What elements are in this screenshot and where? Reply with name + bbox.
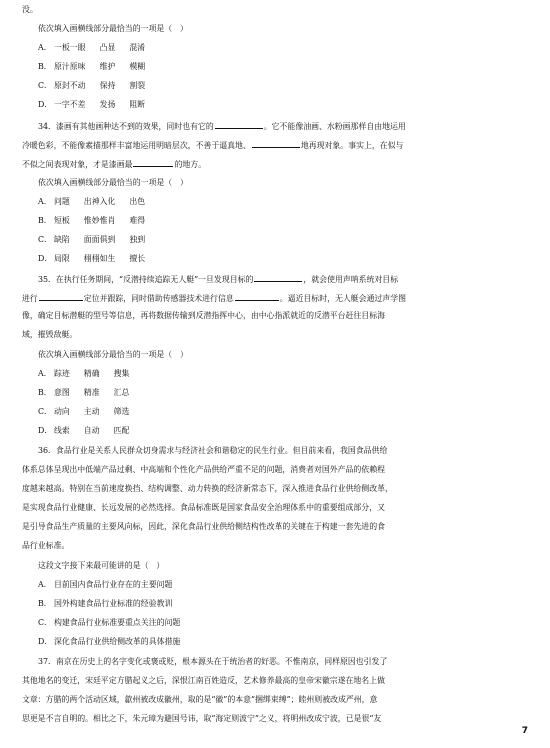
answer-blank: [254, 270, 302, 282]
q35-option-c[interactable]: C． 动向 主动 筛选: [38, 407, 130, 416]
q34-option-b[interactable]: B． 短板 惟妙惟肖 难得: [38, 216, 146, 225]
q35-stem-line-1: 35．在执行任务期间，“反潜持续追踪无人艇”一旦发现目标的 ，就会使用声呐系统对目标: [0, 270, 550, 288]
answer-blank: [252, 136, 300, 148]
option-word: 维护: [99, 62, 116, 71]
option-word: 混淆: [129, 43, 146, 52]
q35-stem-line-2: 进行 定位并跟踪，同时借助传感器技术进行信息 。逼近目标时，无人艇会通过声学图: [0, 289, 550, 307]
q36-option-d[interactable]: D． 深化食品行业供给侧改革的具体措施: [38, 637, 181, 646]
q33-prompt: 依次填入画横线部分最恰当的一项是（ ）: [38, 24, 188, 33]
q37-stem-line-4: 思更是不言自明的。相比之下，朱元璋为避国号讳，取“海定则波宁”之义，将明州改成宁波，已是很“友: [22, 714, 382, 723]
option-letter: D．: [38, 100, 53, 109]
answer-blank: [133, 155, 173, 167]
q33-option-b[interactable]: [0, 59, 550, 75]
page-number: 7: [521, 726, 528, 736]
q34-stem-line-3: 不似之间表现对象，才是漆画最 的地方。: [0, 155, 550, 173]
q36-prompt: 这段文字接下来最可能讲的是（ ）: [38, 561, 165, 570]
q37-stem-line-1: 37．南京在历史上的名字变化或褒或贬，根本源头在于统治者的好恶。不惟南京，同样原因也引发了: [38, 657, 388, 666]
answer-blank: [235, 289, 279, 301]
q34-stem-line-1: 34．漆画有其他画种达不到的效果，同时也有它的 。它不能像油画、水粉画那样自由地运用: [0, 117, 550, 135]
q34-option-a[interactable]: A． 问题 出神入化 出色: [38, 197, 146, 206]
q33-option-c[interactable]: [0, 78, 550, 94]
answer-blank: [39, 289, 83, 301]
option-letter: B．: [38, 62, 52, 71]
q34-option-d[interactable]: D． 局限 栩栩如生 擅长: [38, 254, 146, 263]
option-word: 阻断: [129, 100, 146, 109]
q34-option-c[interactable]: C． 缺陷 面面俱到 独到: [38, 235, 146, 244]
q36-stem-line-5: 是引导食品生产质量的主要风向标，因此，深化食品行业供给侧结构性改革的关键在于构建一套先进的食: [22, 522, 385, 531]
q35-stem-line-3: 像，确定目标潜艇的型号等信息，再将数据传输到反潜指挥中心，由中心指派就近的反潜平台赶往目标海: [22, 311, 385, 320]
prev-question-tail: 没。: [22, 5, 38, 14]
answer-blank: [215, 117, 263, 129]
q36-stem-line-6: 品行业标准。: [22, 541, 70, 550]
q33-option-a[interactable]: [0, 40, 550, 56]
option-word: 模糊: [129, 62, 146, 71]
option-letter: C．: [38, 81, 52, 90]
q35-option-b[interactable]: B． 意图 精准 汇总: [38, 388, 130, 397]
q35-option-d[interactable]: D． 线索 自动 匹配: [38, 426, 130, 435]
option-word: 发扬: [99, 100, 116, 109]
q37-stem-line-2: 其他地名的变迁，宋廷平定方腊起义之后，深恨江南百姓造反，艺术修养最高的皇帝宋徽宗遂在地名上做: [22, 676, 385, 685]
q36-option-a[interactable]: A． 目前国内食品行业存在的主要问题: [38, 580, 173, 589]
q35-option-a[interactable]: A． 踪迹 精确 搜集: [38, 369, 130, 378]
q36-stem-line-4: 是实现食品行业健康、长远发展的必然选择。食品标准既是国家食品安全治理体系中的重要组成部分，又: [22, 503, 385, 512]
option-word: 凸显: [99, 43, 116, 52]
option-word: 一字不差: [54, 100, 86, 109]
option-word: 割裂: [129, 81, 146, 90]
q36-stem-line-2: 体系总体呈现出中低端产品过剩、中高端和个性化产品供给严重不足的问题，消费者对国外产品的依赖程: [22, 465, 385, 474]
q35-stem-line-4: 域，摧毁敌艇。: [22, 330, 78, 339]
option-word: 保持: [99, 81, 116, 90]
q36-option-c[interactable]: C． 构建食品行业标准要重点关注的问题: [38, 618, 181, 627]
q36-option-b[interactable]: B． 国外构建食品行业标准的经验教训: [38, 599, 173, 608]
q35-prompt: 依次填入画横线部分最恰当的一项是（ ）: [38, 350, 188, 359]
q36-stem-line-3: 度越来越高。特别在当前速度换挡、结构调整、动力转换的经济新常态下，深入推进食品行业供给侧改革，: [22, 484, 393, 493]
q36-stem-line-1: 36．食品行业是关系人民群众切身需求与经济社会和谐稳定的民生行业。但目前来看，我国食品供给: [38, 446, 388, 455]
q34-stem-line-2: 冷暖色彩，不能像素描那样丰富地运用明暗层次，不善于逼真地、 地再现对象。事实上，在似与: [0, 136, 550, 154]
option-word: 原封不动: [54, 81, 86, 90]
q33-option-d[interactable]: [0, 97, 550, 113]
option-letter: A．: [38, 43, 52, 52]
q34-prompt: 依次填入画横线部分最恰当的一项是（ ）: [38, 178, 188, 187]
option-word: 原汁原味: [54, 62, 86, 71]
q37-stem-line-3: 文章：方腊的两个活动区域，歙州被改成徽州，取的是“徽”的本意“捆绑束缚”；睦州则被改成严州，意: [22, 695, 378, 704]
option-word: 一板一眼: [54, 43, 86, 52]
